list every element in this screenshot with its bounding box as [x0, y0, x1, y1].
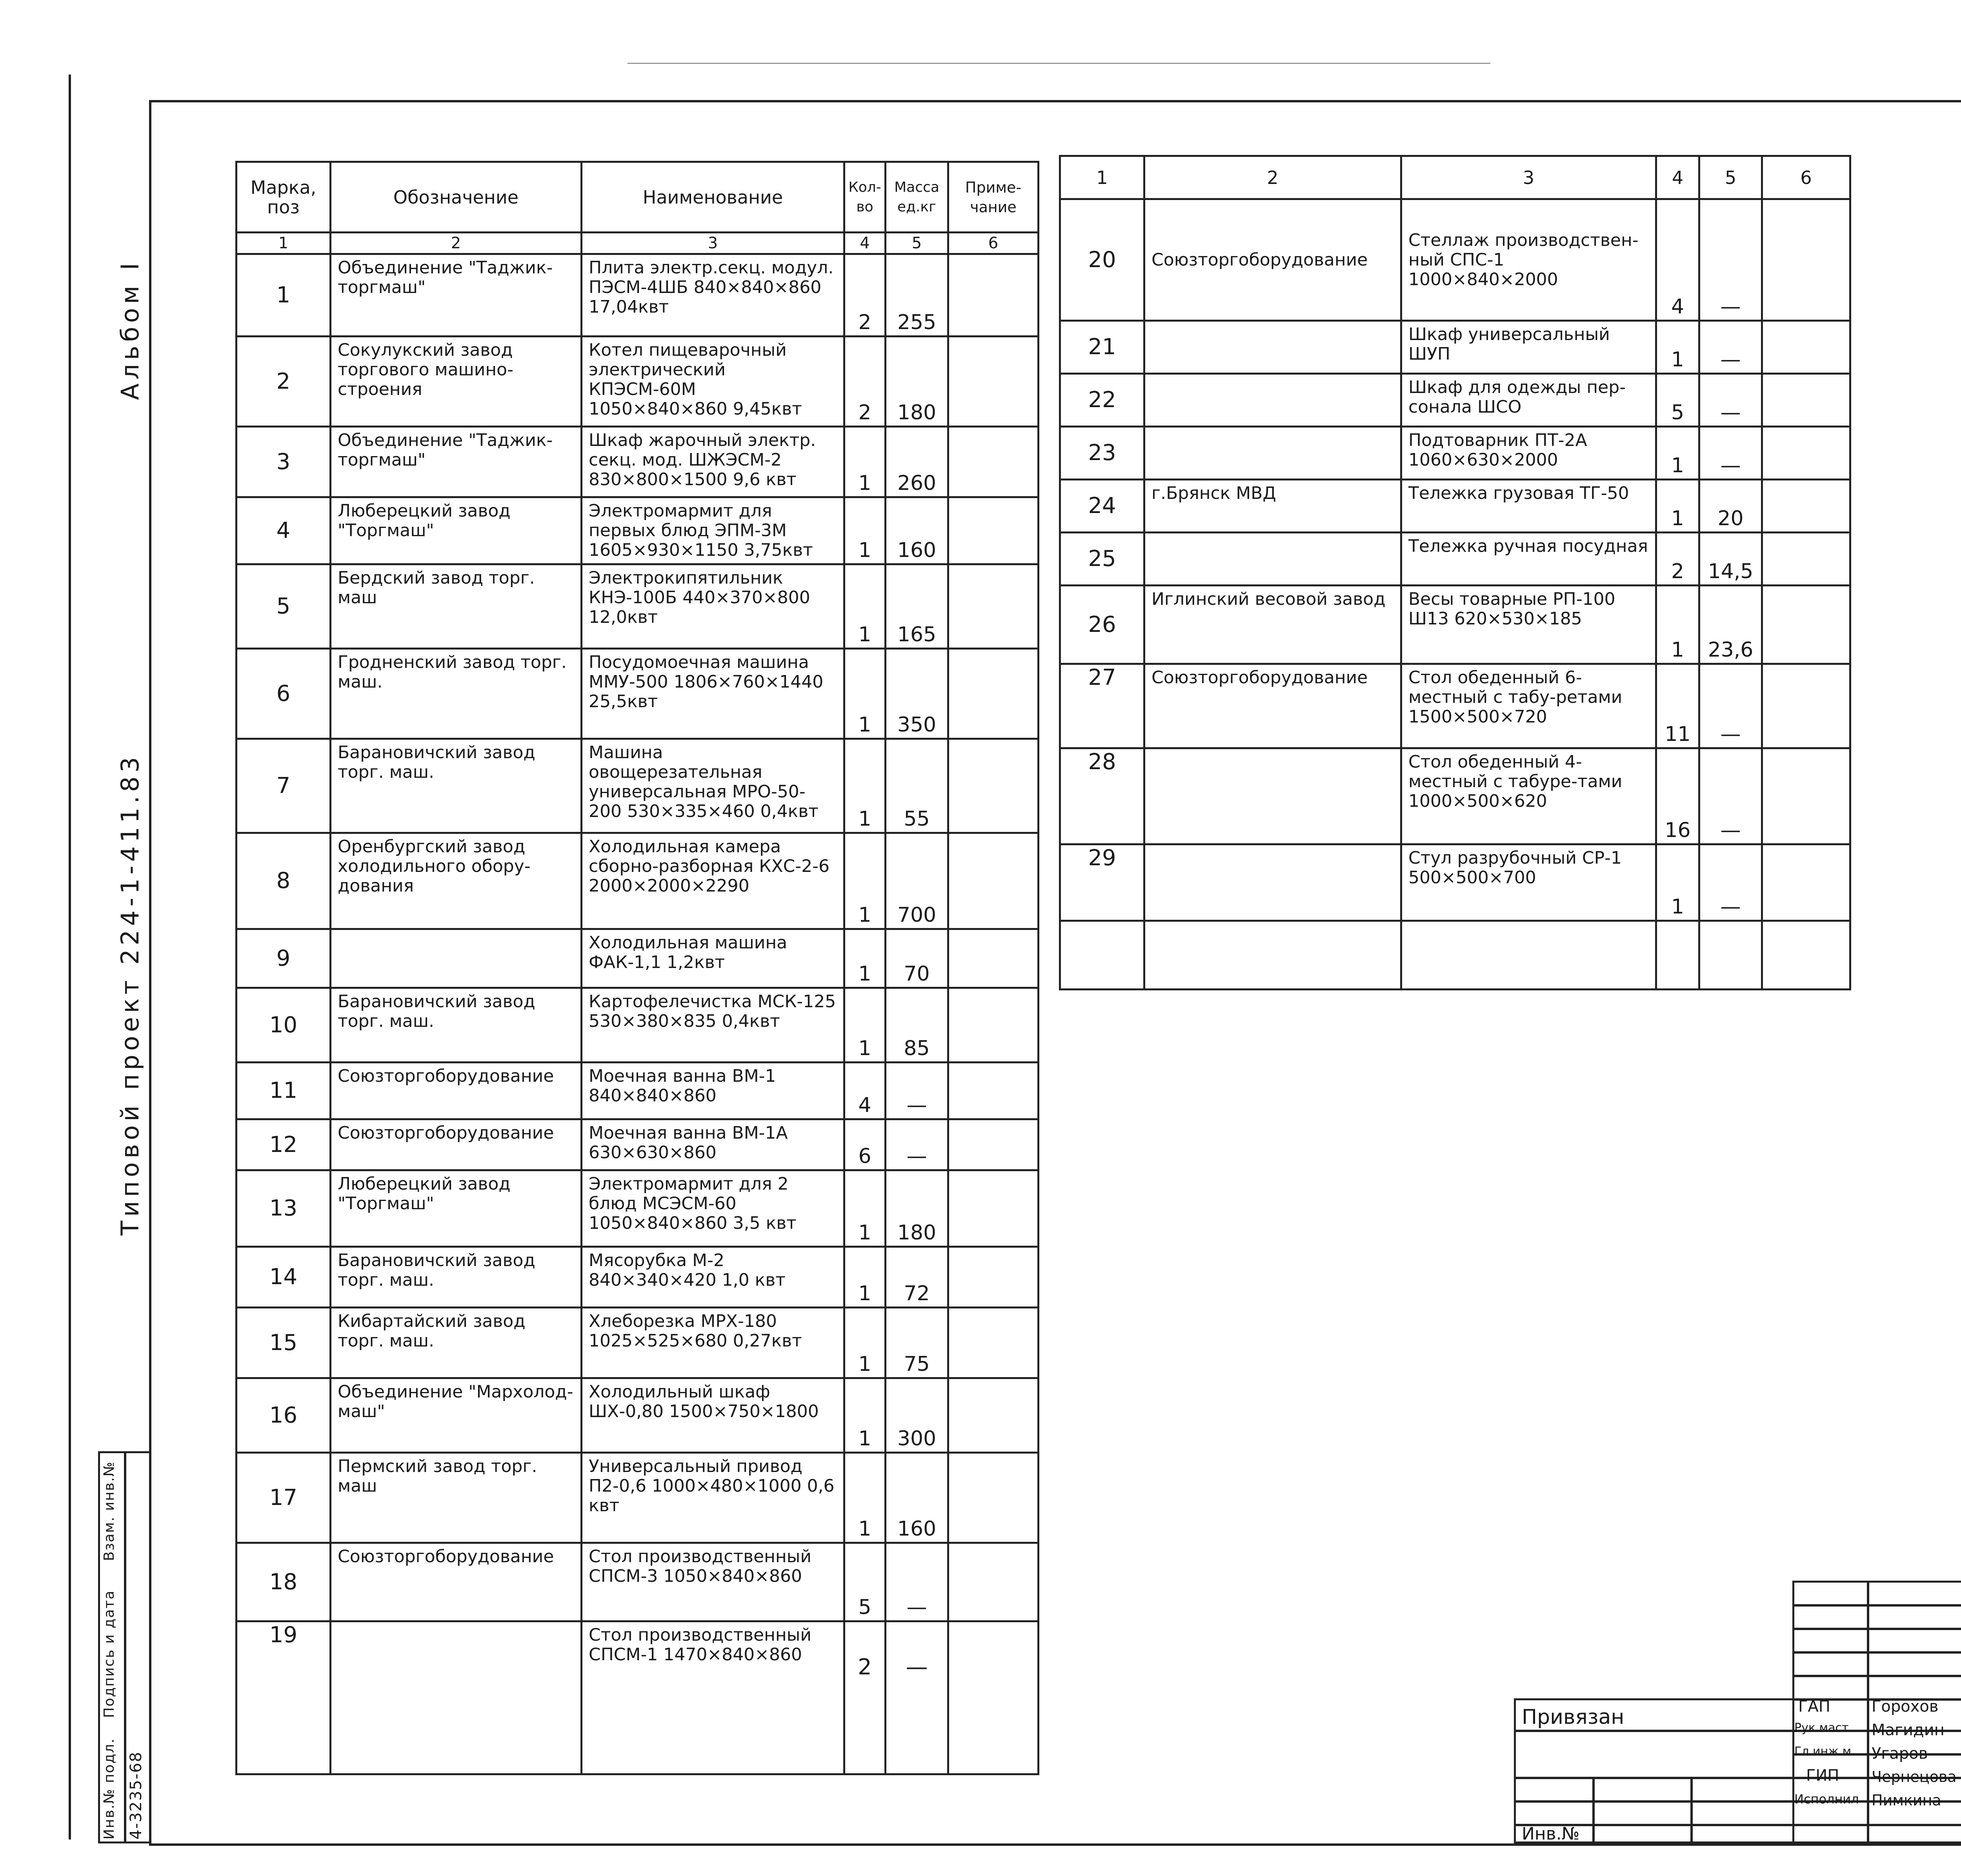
row-designation [1144, 374, 1401, 427]
row-qty: 1 [844, 1308, 886, 1378]
row-note [1762, 199, 1850, 321]
row-pos: 2 [236, 337, 331, 427]
top-border-line [149, 100, 1961, 102]
row-name: Электрокипятильник КНЭ-100Б 440×370×800 12,0квт [582, 564, 844, 649]
row-qty: 6 [844, 1119, 886, 1170]
row-pos: 1 [236, 254, 331, 337]
row-name: Подтоварник ПТ-2А 1060×630×2000 [1401, 427, 1656, 480]
row-mass: 75 [886, 1308, 948, 1378]
header-mass: Масса ед.кг [886, 162, 948, 233]
row-note [948, 1308, 1039, 1378]
row-designation: Объединение "Таджик-торгмаш" [331, 254, 582, 337]
row-note [1762, 427, 1850, 480]
row-mass: 14,5 [1699, 533, 1762, 586]
table-row-empty [1060, 921, 1850, 990]
row-pos: 22 [1060, 374, 1144, 427]
row-designation: Люберецкий завод "Торгмаш" [331, 1170, 582, 1247]
row-qty: 4 [844, 1063, 886, 1119]
table-row [236, 1543, 1039, 1621]
header-qty: Кол-во [844, 162, 886, 233]
row-note [948, 649, 1039, 739]
row-name: Картофелечистка МСК-125 530×380×835 0,4квт [582, 988, 844, 1063]
row-qty: 5 [1656, 374, 1699, 427]
row-qty: 2 [1656, 533, 1699, 586]
row-name: Холодильная машина ФАК-1,1 1,2квт [582, 929, 844, 988]
table-row [1060, 748, 1850, 844]
row-note [948, 739, 1039, 833]
row-mass: 300 [886, 1378, 948, 1453]
row-note [1762, 586, 1850, 664]
project-label: Типовой проект 224-1-411.83 [116, 753, 144, 1236]
role-ruk: Рук.маст. [1794, 1721, 1853, 1735]
row-qty: 1 [844, 497, 886, 564]
row-mass: — [1699, 427, 1762, 480]
row-designation: Пермский завод торг. маш [331, 1453, 582, 1543]
row-note [948, 833, 1039, 929]
bottom-border-line [149, 1843, 1961, 1846]
right-colnum-3: 3 [1401, 156, 1656, 199]
grid-row-4 [1792, 1675, 1961, 1677]
row-qty: 1 [844, 929, 886, 988]
row-pos: 25 [1060, 533, 1144, 586]
row-note [948, 254, 1039, 337]
row-mass: — [886, 1063, 948, 1119]
table-row [236, 427, 1039, 497]
row-name [1401, 921, 1656, 990]
row-pos: 26 [1060, 586, 1144, 664]
grid-row-2 [1792, 1628, 1961, 1630]
row-qty: 2 [844, 1621, 886, 1774]
row-qty: 1 [844, 564, 886, 649]
row-pos: 6 [236, 649, 331, 739]
right-colnum-1: 1 [1060, 156, 1144, 199]
row-name: Весы товарные РП-100 Ш13 620×530×185 [1401, 586, 1656, 664]
right-colnum-5: 5 [1699, 156, 1762, 199]
row-mass: — [1699, 748, 1762, 844]
row-designation: Союзторгоборудование [331, 1119, 582, 1170]
header-note: Приме-чание [948, 162, 1039, 233]
table-row [1060, 427, 1850, 480]
header-row [236, 162, 1039, 233]
role-gip: ГИП [1806, 1767, 1839, 1785]
row-pos [1060, 921, 1144, 990]
row-name: Тележка ручная посудная [1401, 533, 1656, 586]
row-pos: 13 [236, 1170, 331, 1247]
stamp-label-inv: Инв.№ подл. [101, 1738, 117, 1840]
row-pos: 8 [236, 833, 331, 929]
row-designation: Гродненский завод торг. маш. [331, 649, 582, 739]
row-designation: Барановичский завод торг. маш. [331, 988, 582, 1063]
row-pos: 14 [236, 1247, 331, 1308]
name-5: Пимкина [1872, 1792, 1941, 1809]
row-designation [1144, 321, 1401, 374]
row-note [1762, 748, 1850, 844]
row-qty: 1 [1656, 480, 1699, 533]
table-row [236, 1621, 1039, 1774]
row-pos: 17 [236, 1453, 331, 1543]
row-mass: 350 [886, 649, 948, 739]
role-glinzh: Гл.инж.м. [1794, 1745, 1855, 1758]
row-name: Шкаф жарочный электр. секц. мод. ШЖЭСМ-2 830×800×1500 9,6 квт [582, 427, 844, 497]
colnum-1: 1 [236, 233, 331, 254]
privyazan-line-1 [1514, 1730, 1794, 1732]
row-pos: 3 [236, 427, 331, 497]
row-name: Машина овощерезательная универсальная МРО-50-200 530×335×460 0,4квт [582, 739, 844, 833]
row-note [948, 1543, 1039, 1621]
name-2: Магидин [1872, 1721, 1945, 1739]
row-pos: 18 [236, 1543, 331, 1621]
row-note [948, 1453, 1039, 1543]
table-row [236, 833, 1039, 929]
row-mass: 260 [886, 427, 948, 497]
privyazan-col-1 [1592, 1777, 1595, 1843]
row-qty: 1 [844, 1378, 886, 1453]
colnum-4: 4 [844, 233, 886, 254]
role-ispolnil: Исполнил [1794, 1792, 1859, 1807]
row-pos: 28 [1060, 748, 1144, 844]
row-mass: 180 [886, 1170, 948, 1247]
row-mass: — [886, 1621, 948, 1774]
row-designation [1144, 921, 1401, 990]
table-row [236, 1247, 1039, 1308]
row-designation: Союзторгоборудование [1144, 199, 1401, 321]
row-pos: 9 [236, 929, 331, 988]
table-row [236, 497, 1039, 564]
row-pos: 4 [236, 497, 331, 564]
table-row [236, 254, 1039, 337]
row-note [1762, 921, 1850, 990]
row-note [948, 497, 1039, 564]
row-designation [331, 929, 582, 988]
title-block [1514, 1581, 1961, 1843]
row-qty [1656, 921, 1699, 990]
stamp-label-sign: Подпись и дата [101, 1590, 117, 1718]
row-designation [331, 1621, 582, 1774]
row-mass: 85 [886, 988, 948, 1063]
row-designation: Союзторгоборудование [1144, 664, 1401, 748]
row-qty: 1 [844, 1247, 886, 1308]
table-row [1060, 480, 1850, 533]
table-row [236, 929, 1039, 988]
grid-row-3 [1792, 1651, 1961, 1654]
table-row [236, 988, 1039, 1063]
left-stamp-divider [124, 1451, 126, 1843]
table-row [1060, 374, 1850, 427]
name-3: Угаров [1872, 1745, 1928, 1763]
row-designation: г.Брянск МВД [1144, 480, 1401, 533]
row-note [948, 1119, 1039, 1170]
row-mass: 255 [886, 254, 948, 337]
privyazan-line-3 [1514, 1800, 1794, 1803]
row-note [948, 1378, 1039, 1453]
row-qty: 1 [844, 1170, 886, 1247]
row-note [948, 929, 1039, 988]
row-designation: Барановичский завод торг. маш. [331, 739, 582, 833]
row-name: Котел пищеварочный электрический КПЭСМ-60М 1050×840×860 9,45квт [582, 337, 844, 427]
row-name: Стол обеденный 4-местный с табуре-тами 1000×500×620 [1401, 748, 1656, 844]
table-row [236, 337, 1039, 427]
row-mass: 160 [886, 497, 948, 564]
colnum-6: 6 [948, 233, 1039, 254]
row-name: Моечная ванна ВМ-1А 630×630×860 [582, 1119, 844, 1170]
row-name: Холодильная камера сборно-разборная КХС-2-6 2000×2000×2290 [582, 833, 844, 929]
row-pos: 19 [236, 1621, 331, 1774]
role-gap: ГАП [1798, 1698, 1830, 1716]
row-designation: Бердский завод торг. маш [331, 564, 582, 649]
row-name: Электромармит для первых блюд ЭПМ-3М 1605×930×1150 3,75квт [582, 497, 844, 564]
row-pos: 20 [1060, 199, 1144, 321]
table-row [236, 649, 1039, 739]
top-faint-line [628, 63, 1490, 64]
row-note [948, 337, 1039, 427]
row-mass: 180 [886, 337, 948, 427]
row-designation [1144, 533, 1401, 586]
table-row [236, 1378, 1039, 1453]
row-note [948, 1621, 1039, 1774]
row-qty: 1 [844, 649, 886, 739]
row-name: Универсальный привод П2-0,6 1000×480×1000 0,6 квт [582, 1453, 844, 1543]
row-pos: 11 [236, 1063, 331, 1119]
row-qty: 2 [844, 254, 886, 337]
outer-left-line [69, 75, 71, 1840]
row-qty: 1 [1656, 321, 1699, 374]
row-qty: 4 [1656, 199, 1699, 321]
grid-col-1 [1867, 1581, 1869, 1843]
table-row [1060, 321, 1850, 374]
row-mass: 55 [886, 739, 948, 833]
name-1: Горохов [1872, 1698, 1939, 1716]
row-pos: 5 [236, 564, 331, 649]
grid-row-1 [1792, 1604, 1961, 1607]
row-name: Мясорубка М-2 840×340×420 1,0 квт [582, 1247, 844, 1308]
row-pos: 29 [1060, 844, 1144, 921]
table-row [236, 1170, 1039, 1247]
header-mark: Марка, поз [236, 162, 331, 233]
row-qty: 1 [844, 739, 886, 833]
colnum-5: 5 [886, 233, 948, 254]
row-note [1762, 664, 1850, 748]
row-designation: Люберецкий завод "Торгмаш" [331, 497, 582, 564]
row-name: Шкаф универсальный ШУП [1401, 321, 1656, 374]
row-designation: Кибартайский завод торг. маш. [331, 1308, 582, 1378]
row-designation: Союзторгоборудование [331, 1543, 582, 1621]
row-designation [1144, 748, 1401, 844]
row-mass: — [1699, 321, 1762, 374]
row-mass: — [1699, 199, 1762, 321]
row-designation [1144, 844, 1401, 921]
row-name: Плита электр.секц. модул. ПЭСМ-4ШБ 840×840×860 17,04квт [582, 254, 844, 337]
row-designation: Иглинский весовой завод [1144, 586, 1401, 664]
row-designation [1144, 427, 1401, 480]
row-note [948, 1063, 1039, 1119]
row-note [1762, 480, 1850, 533]
row-qty: 11 [1656, 664, 1699, 748]
row-mass: 160 [886, 1453, 948, 1543]
grid-row-10 [1792, 1824, 1961, 1826]
row-note [948, 988, 1039, 1063]
row-mass: — [886, 1543, 948, 1621]
stamp-label-vzam: Взам. инв.№ [101, 1461, 117, 1561]
table-row [1060, 844, 1850, 921]
row-qty: 1 [844, 833, 886, 929]
privyazan-col-2 [1690, 1777, 1693, 1843]
colnum-3: 3 [582, 233, 844, 254]
row-mass: 700 [886, 833, 948, 929]
right-colnum-6: 6 [1762, 156, 1850, 199]
row-name: Хлеборезка МРХ-180 1025×525×680 0,27квт [582, 1308, 844, 1378]
row-name: Стеллаж производствен-ный СПС-1 1000×840×2000 [1401, 199, 1656, 321]
row-designation: Объединение "Мархолод-маш" [331, 1378, 582, 1453]
table-row [236, 739, 1039, 833]
row-pos: 7 [236, 739, 331, 833]
table-row [236, 1308, 1039, 1378]
row-name: Тележка грузовая ТГ-50 [1401, 480, 1656, 533]
row-name: Электромармит для 2 блюд МСЭСМ-60 1050×840×860 3,5 квт [582, 1170, 844, 1247]
row-mass: — [1699, 664, 1762, 748]
table-row [1060, 664, 1850, 748]
row-qty: 1 [1656, 844, 1699, 921]
privyazan-label: Привязан [1522, 1705, 1624, 1729]
row-note [948, 1247, 1039, 1308]
row-qty: 1 [1656, 586, 1699, 664]
row-note [948, 1170, 1039, 1247]
right-colnum-4: 4 [1656, 156, 1699, 199]
row-pos: 24 [1060, 480, 1144, 533]
row-qty: 16 [1656, 748, 1699, 844]
row-designation: Барановичский завод торг. маш. [331, 1247, 582, 1308]
row-qty: 1 [844, 988, 886, 1063]
row-qty: 1 [844, 427, 886, 497]
row-qty: 1 [844, 1453, 886, 1543]
row-pos: 10 [236, 988, 331, 1063]
table-row [236, 1119, 1039, 1170]
row-mass: 23,6 [1699, 586, 1762, 664]
table-row [236, 1063, 1039, 1119]
table-row [1060, 586, 1850, 664]
row-note [1762, 374, 1850, 427]
album-label: Альбом I [116, 259, 144, 400]
row-pos: 27 [1060, 664, 1144, 748]
row-name: Посудомоечная машина ММУ-500 1806×760×1440 25,5квт [582, 649, 844, 739]
row-mass: — [886, 1119, 948, 1170]
row-designation: Сокулукский завод торгового машино-строения [331, 337, 582, 427]
row-note [1762, 533, 1850, 586]
table-row [1060, 533, 1850, 586]
row-note [1762, 844, 1850, 921]
colnum-2: 2 [331, 233, 582, 254]
privyazan-line-2 [1514, 1777, 1794, 1779]
table-row [236, 564, 1039, 649]
row-note [1762, 321, 1850, 374]
row-name: Стол производственный СПСМ-1 1470×840×860 [582, 1621, 844, 1774]
header-designation: Обозначение [331, 162, 582, 233]
row-note [948, 564, 1039, 649]
row-pos: 16 [236, 1378, 331, 1453]
row-designation: Объединение "Таджик-торгмаш" [331, 427, 582, 497]
row-qty: 1 [1656, 427, 1699, 480]
row-pos: 15 [236, 1308, 331, 1378]
row-mass: 72 [886, 1247, 948, 1308]
row-name: Стул разрубочный СР-1 500×500×700 [1401, 844, 1656, 921]
right-spec-table [1059, 155, 1851, 990]
row-name: Моечная ванна ВМ-1 840×840×860 [582, 1063, 844, 1119]
table-row [236, 1453, 1039, 1543]
row-mass: 20 [1699, 480, 1762, 533]
row-note [948, 427, 1039, 497]
inv-label: Инв.№ [1522, 1824, 1580, 1844]
column-number-row [236, 233, 1039, 254]
row-qty: 5 [844, 1543, 886, 1621]
row-designation: Оренбургский завод холодильного обору-дования [331, 833, 582, 929]
row-name: Стол производственный СПСМ-3 1050×840×860 [582, 1543, 844, 1621]
row-pos: 23 [1060, 427, 1144, 480]
row-mass [1699, 921, 1762, 990]
row-name: Холодильный шкаф ШХ-0,80 1500×750×1800 [582, 1378, 844, 1453]
row-mass: — [1699, 844, 1762, 921]
header-name: Наименование [582, 162, 844, 233]
row-name: Стол обеденный 6-местный с табу-ретами 1500×500×720 [1401, 664, 1656, 748]
row-pos: 12 [236, 1119, 331, 1170]
name-4: Чернецова [1872, 1768, 1957, 1785]
row-name: Шкаф для одежды пер-сонала ШСО [1401, 374, 1656, 427]
row-pos: 21 [1060, 321, 1144, 374]
stamp-inv-number: 4-3235-68 [127, 1751, 145, 1840]
right-colnum-2: 2 [1144, 156, 1401, 199]
row-mass: 70 [886, 929, 948, 988]
row-mass: — [1699, 374, 1762, 427]
row-designation: Союзторгоборудование [331, 1063, 582, 1119]
row-mass: 165 [886, 564, 948, 649]
right-header-row [1060, 156, 1850, 199]
row-qty: 2 [844, 337, 886, 427]
left-spec-table [235, 161, 1039, 1775]
table-row [1060, 199, 1850, 321]
